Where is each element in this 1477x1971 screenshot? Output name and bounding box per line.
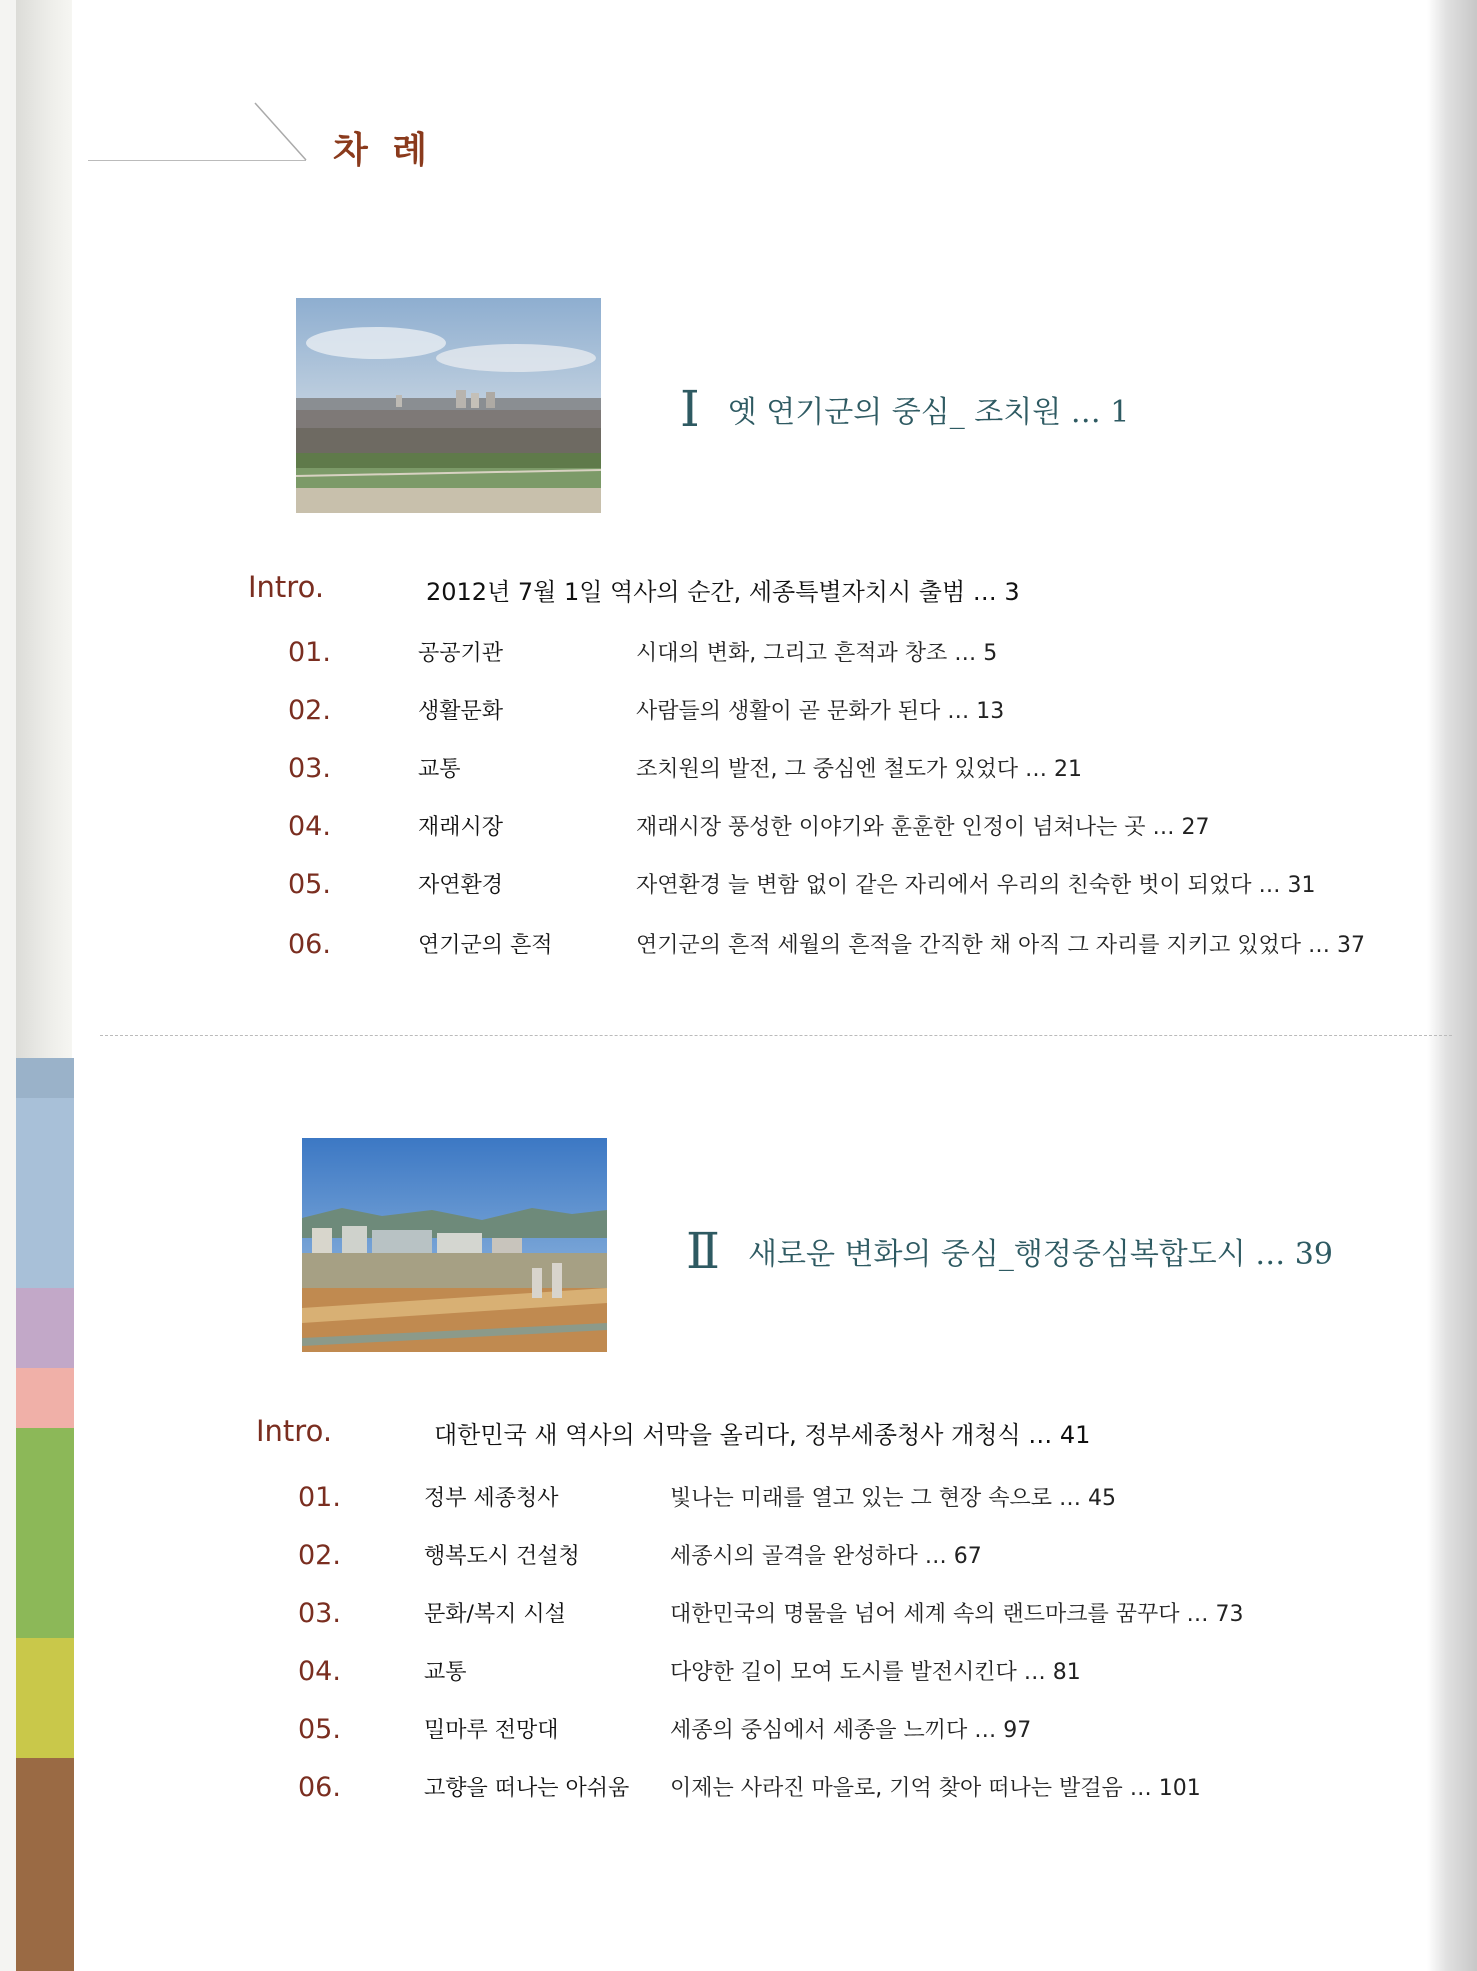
entry-description: 이제는 사라진 마을로, 기억 찾아 떠나는 발걸음 … 101 bbox=[670, 1776, 1201, 1801]
header-diagonal-line bbox=[250, 100, 310, 162]
entry-category: 문화/복지 시설 bbox=[424, 1602, 566, 1627]
entry-number: 06. bbox=[298, 1772, 341, 1803]
entry-description: 재래시장 풍성한 이야기와 훈훈한 인정이 넘쳐나는 곳 … 27 bbox=[636, 815, 1210, 840]
part-1-intro-label: Intro. bbox=[248, 570, 325, 604]
entry-description: 세종의 중심에서 세종을 느끼다 … 97 bbox=[670, 1718, 1032, 1743]
spine-color-band bbox=[16, 1428, 74, 1638]
page-edge bbox=[0, 0, 16, 1971]
entry-number: 04. bbox=[298, 1656, 341, 1687]
entry-description: 연기군의 흔적 세월의 흔적을 간직한 채 아직 그 자리를 지키고 있었다 … 37 bbox=[636, 933, 1365, 958]
entry-category: 밀마루 전망대 bbox=[424, 1718, 559, 1743]
page-shadow bbox=[1427, 0, 1477, 1971]
spine-color-band bbox=[16, 1758, 74, 1971]
entry-category: 고향을 떠나는 아쉬움 bbox=[424, 1776, 630, 1801]
spine-color-band bbox=[16, 1368, 74, 1428]
part-1-intro-text: 2012년 7월 1일 역사의 순간, 세종특별자치시 출범 … 3 bbox=[426, 578, 1020, 606]
entry-number: 04. bbox=[288, 811, 331, 842]
entry-number: 01. bbox=[288, 637, 331, 668]
part-2-title-text: 새로운 변화의 중심_행정중심복합도시 … 39 bbox=[747, 1237, 1333, 1272]
part-2-roman-numeral: Ⅱ bbox=[686, 1222, 720, 1280]
construction-photo bbox=[302, 1138, 607, 1352]
entry-category: 연기군의 흔적 bbox=[418, 933, 553, 958]
entry-category: 재래시장 bbox=[418, 815, 504, 840]
entry-number: 03. bbox=[298, 1598, 341, 1629]
part-2-title bbox=[686, 1222, 1333, 1280]
entry-category: 공공기관 bbox=[418, 641, 504, 666]
entry-number: 05. bbox=[288, 869, 331, 900]
section-divider bbox=[100, 1035, 1452, 1036]
entry-number: 05. bbox=[298, 1714, 341, 1745]
entry-number: 06. bbox=[288, 929, 331, 960]
entry-number: 01. bbox=[298, 1482, 341, 1513]
spine-color-band bbox=[16, 1288, 74, 1368]
entry-category: 교통 bbox=[424, 1660, 467, 1685]
city-photo bbox=[296, 298, 601, 513]
entry-number: 03. bbox=[288, 753, 331, 784]
part-1-title bbox=[680, 380, 1129, 438]
part-2-intro-text: 대한민국 새 역사의 서막을 올리다, 정부세종청사 개청식 … 41 bbox=[434, 1421, 1091, 1449]
spine-color-band bbox=[16, 1638, 74, 1758]
entry-category: 정부 세종청사 bbox=[424, 1486, 559, 1511]
entry-description: 조치원의 발전, 그 중심엔 철도가 있었다 … 21 bbox=[636, 757, 1082, 782]
part-1-roman-numeral: Ⅰ bbox=[680, 380, 700, 438]
entry-description: 세종시의 골격을 완성하다 … 67 bbox=[670, 1544, 982, 1569]
entry-category: 생활문화 bbox=[418, 699, 504, 724]
entry-description: 사람들의 생활이 곧 문화가 된다 … 13 bbox=[636, 699, 1005, 724]
entry-description: 다양한 길이 모여 도시를 발전시킨다 … 81 bbox=[670, 1660, 1081, 1685]
entry-number: 02. bbox=[288, 695, 331, 726]
part-2-intro-label: Intro. bbox=[256, 1414, 333, 1448]
entry-description: 시대의 변화, 그리고 흔적과 창조 … 5 bbox=[636, 641, 998, 666]
spine-color-band bbox=[16, 1098, 74, 1288]
entry-category: 자연환경 bbox=[418, 873, 504, 898]
spine-color-band bbox=[16, 1058, 74, 1098]
part-1-title-text: 옛 연기군의 중심_ 조치원 … 1 bbox=[727, 395, 1130, 430]
entry-number: 02. bbox=[298, 1540, 341, 1571]
entry-category: 교통 bbox=[418, 757, 461, 782]
entry-description: 대한민국의 명물을 넘어 세계 속의 랜드마크를 꿈꾸다 … 73 bbox=[670, 1602, 1244, 1627]
entry-category: 행복도시 건설청 bbox=[424, 1544, 580, 1569]
page-title: 차 례 bbox=[333, 130, 434, 171]
entry-description: 자연환경 늘 변함 없이 같은 자리에서 우리의 친숙한 벗이 되었다 … 31 bbox=[636, 873, 1316, 898]
entry-description: 빛나는 미래를 열고 있는 그 현장 속으로 … 45 bbox=[670, 1486, 1116, 1511]
